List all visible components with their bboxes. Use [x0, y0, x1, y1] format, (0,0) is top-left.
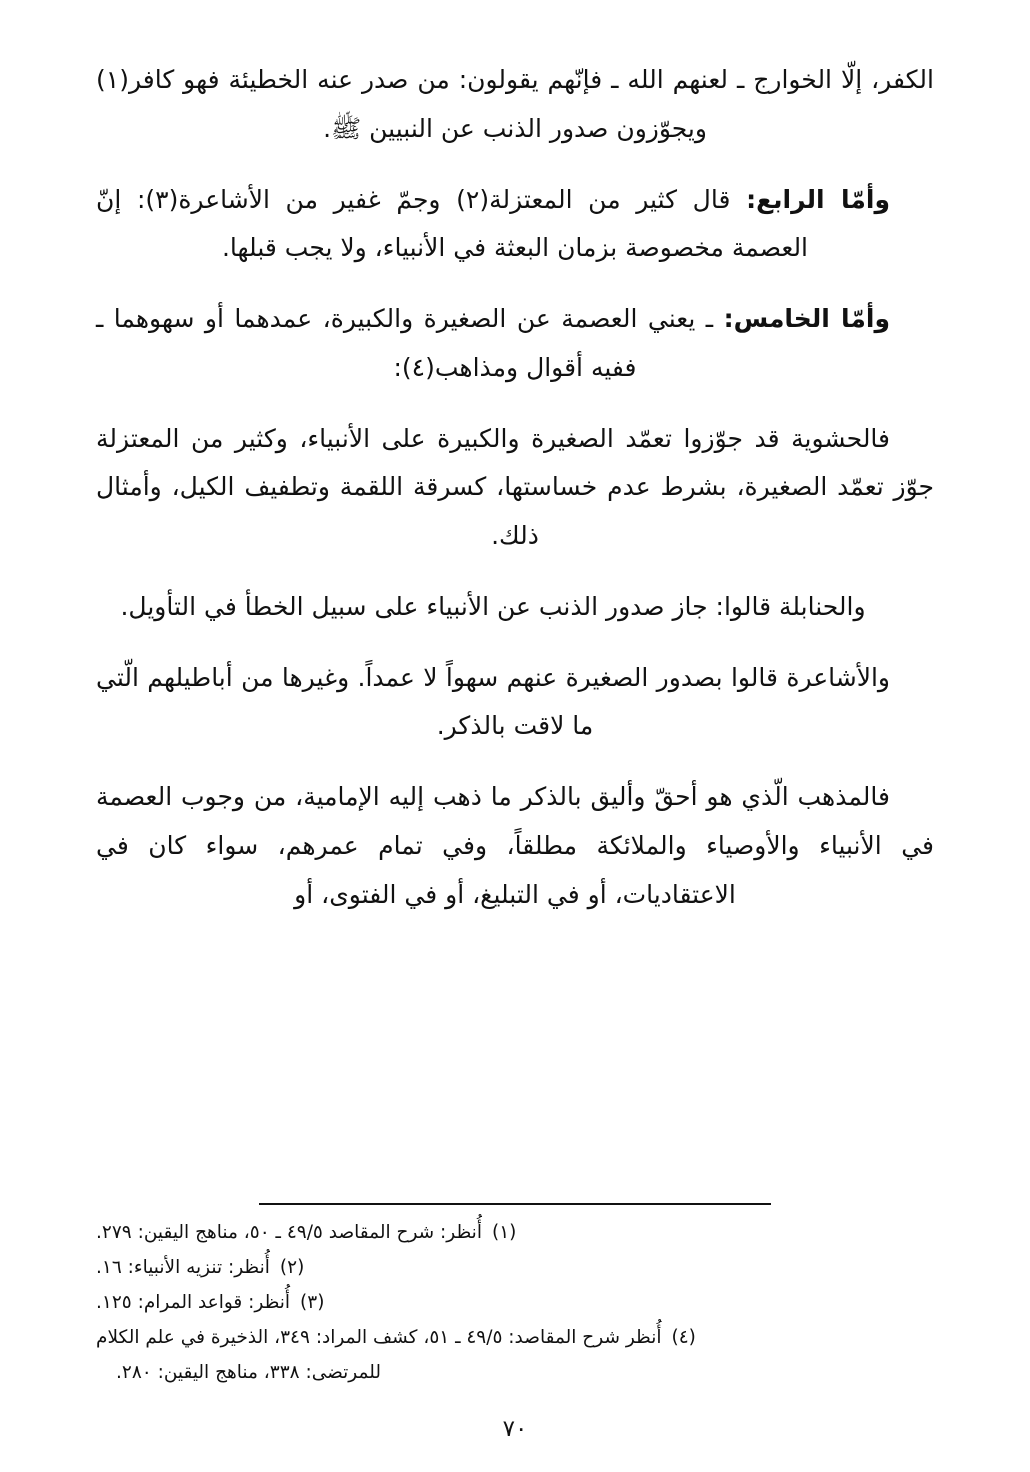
paragraph-3-lead: وأمّا الخامس: — [723, 304, 890, 333]
footnote-section — [96, 1197, 934, 1442]
paragraph-6 — [96, 654, 934, 752]
footnote-divider — [259, 1203, 770, 1205]
paragraph-3-text: ـ يعني العصمة عن الصغيرة والكبيرة، عمدهما أو سهوهما ـ ففيه أقوال ومذاهب(٤): — [96, 304, 724, 382]
footnote-marker: (٢) — [279, 1257, 305, 1279]
footnote-continuation: للمرتضى: ٣٣٨، مناهج اليقين: ٢٨٠. — [116, 1362, 381, 1384]
paragraph-2-text: قال كثير من المعتزلة(٢) وجمّ غفير من الأشاعرة(٣): إنّ العصمة مخصوصة بزمان البعثة في الأنبياء، ولا يجب قبلها. — [96, 184, 809, 263]
page-number: ٧٠ — [502, 1416, 528, 1442]
footnote-text: أُنظر شرح المقاصد: ٤٩/٥ ـ ٥١، كشف المراد: ٣٤٩، الذخيرة في علم الكلام — [96, 1327, 662, 1349]
paragraph-6-text: والأشاعرة قالوا بصدور الصغيرة عنهم سهواً لا عمداً. وغيرها من أباطيلهم الّتي ما لاقت بالذكر. — [96, 662, 890, 741]
page-body — [96, 56, 934, 941]
footnote-item — [96, 1252, 934, 1285]
footnote-item — [96, 1287, 934, 1320]
paragraph-7-text: فالمذهب الّذي هو أحقّ وأليق بالذكر ما ذهب إليه الإمامية، من وجوب العصمة في الأنبياء والأوصياء والملائكة مطلقاً، وفي تمام عمرهم، سواء كان في الاعتقاديات، أو في التبليغ، أو في الفتوى، أو — [96, 782, 934, 909]
footnote-item — [96, 1217, 934, 1250]
paragraph-4 — [96, 415, 934, 561]
footnote-marker: (٣) — [300, 1292, 325, 1314]
footnote-text: أُنظر: تنزيه الأنبياء: ١٦. — [96, 1257, 270, 1279]
footnote-item — [96, 1322, 934, 1355]
footnote-list — [96, 1217, 934, 1390]
paragraph-4-text: فالحشوية قد جوّزوا تعمّد الصغيرة والكبيرة على الأنبياء، وكثير من المعتزلة جوّز تعمّد الصغيرة، بشرط عدم خساستها، كسرقة اللقمة وتطفيف الكيل، وأمثال ذلك. — [96, 423, 934, 550]
paragraph-1-text: الكفر، إلّا الخوارج ـ لعنهم الله ـ فإنّهم يقولون: من صدر عنه الخطيئة فهو كافر(١) ويجوّزون صدور الذنب عن النبيين ﷺ. — [96, 65, 934, 143]
paragraph-7 — [96, 773, 934, 919]
paragraph-2 — [96, 176, 934, 274]
paragraph-3 — [96, 295, 934, 393]
paragraph-5-text: والحنابلة قالوا: جاز صدور الذنب عن الأنبياء على سبيل الخطأ في التأويل. — [120, 591, 866, 621]
footnote-text: أُنظر: قواعد المرام: ١٢٥. — [96, 1292, 291, 1314]
paragraph-1 — [96, 56, 934, 154]
footnote-text: أُنظر: شرح المقاصد ٤٩/٥ ـ ٥٠، مناهج اليقين: ٢٧٩. — [96, 1222, 482, 1244]
paragraph-5 — [96, 583, 934, 632]
footnote-marker: (٤) — [671, 1327, 696, 1349]
paragraph-2-lead: وأمّا الرابع: — [746, 184, 890, 214]
footnote-marker: (١) — [491, 1222, 517, 1244]
